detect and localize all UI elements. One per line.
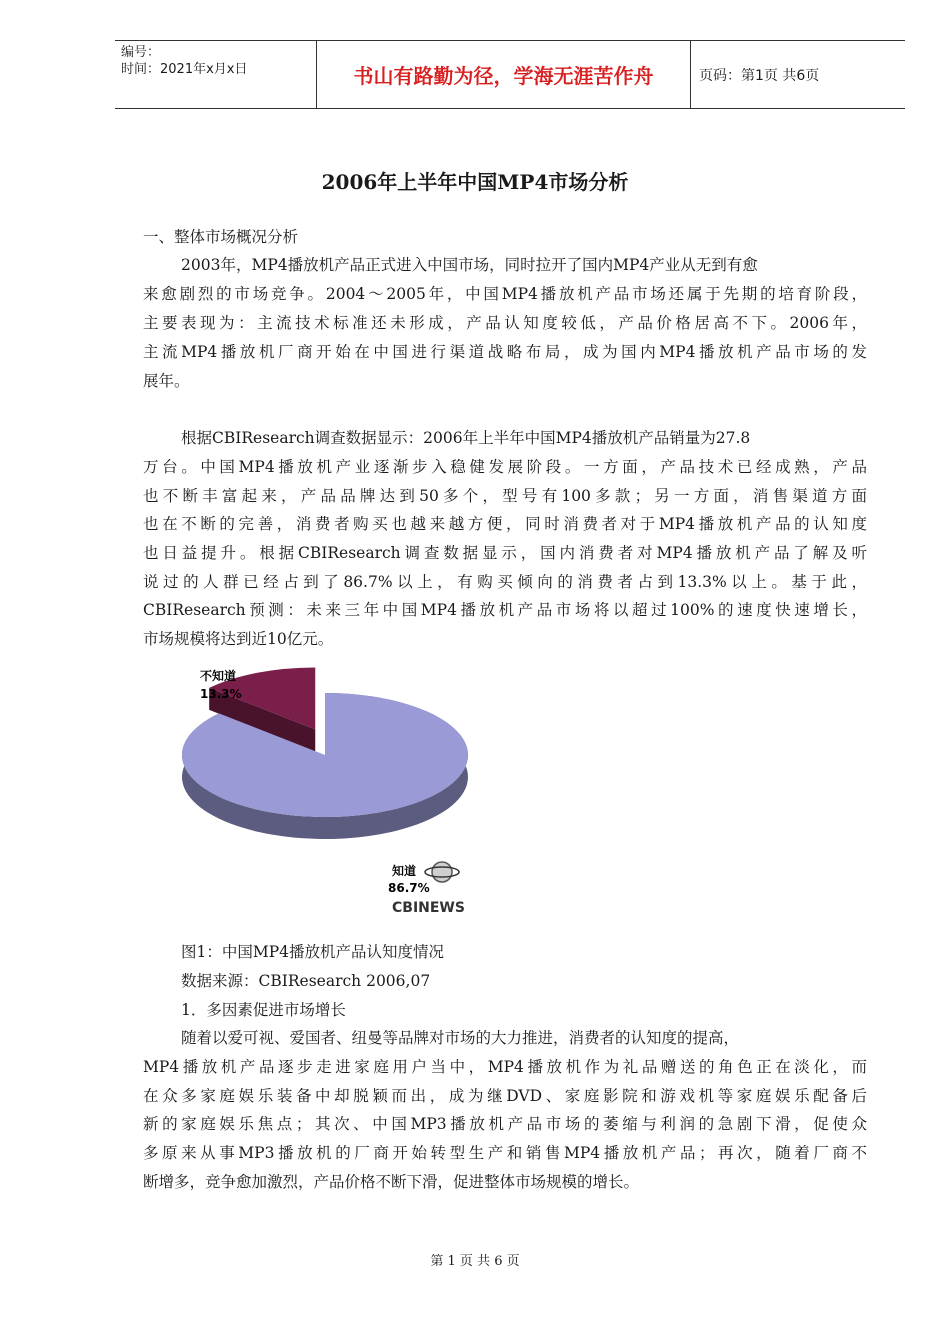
- document-title: 2006年上半年中国MP4市场分析: [321, 170, 629, 194]
- para2-line: CBIResearch预测：未来三年中国MP4播放机产品市场将以超过100%的速度快速增长，: [143, 601, 867, 619]
- number-label: 编号：: [121, 45, 161, 60]
- para2-line: 说过的人群已经占到了86.7%以上，有购买倾向的消费者占到13.3%以上。基于此，: [143, 573, 867, 591]
- subsection-heading: 1．多因素促进市场增长: [181, 1001, 346, 1019]
- slice-value-unknown: 13.3%: [200, 687, 242, 701]
- header-motto: 书山有路勤为径，学海无涯苦作舟: [317, 41, 691, 108]
- time-label: 时间：2021年x月x日: [121, 62, 248, 77]
- figure-caption: 图1：中国MP4播放机产品认知度情况: [181, 943, 445, 961]
- para2-line: 市场规模将达到近10亿元。: [143, 630, 334, 648]
- header-page-info: 页码：第1页 共6页: [699, 67, 820, 84]
- para1-line: 展年。: [143, 372, 190, 390]
- para3-line: MP4播放机产品逐步走进家庭用户当中，MP4播放机作为礼品赠送的角色正在淡化，而: [143, 1058, 867, 1076]
- para3-line: 随着以爱可视、爱国者、纽曼等品牌对市场的大力推进，消费者的认知度的提高，: [181, 1029, 740, 1047]
- para1-line: 主要表现为：主流技术标准还未形成，产品认知度较低，产品价格居高不下。2006年，: [143, 314, 867, 332]
- para1-line: 2003年，MP4播放机产品正式进入中国市场，同时拉开了国内MP4产业从无到有愈: [181, 256, 758, 274]
- para3-line: 在众多家庭娱乐装备中却脱颖而出，成为继DVD、家庭影院和游戏机等家庭娱乐配备后: [143, 1087, 867, 1105]
- data-source: 数据来源：CBIResearch 2006,07: [181, 972, 431, 990]
- para2-line: 也日益提升。根据CBIResearch调查数据显示，国内消费者对MP4播放机产品了解及听: [143, 544, 867, 562]
- para2-line: 也在不断的完善，消费者购买也越来越方便，同时消费者对于MP4播放机产品的认知度: [143, 515, 867, 533]
- slice-value-known: 86.7%: [388, 881, 430, 895]
- slice-label-known: 知道: [392, 864, 417, 878]
- page-footer: 第 1 页 共 6 页: [430, 1254, 520, 1269]
- para1-line: 主流MP4播放机厂商开始在中国进行渠道战略布局，成为国内MP4播放机产品市场的发: [143, 343, 867, 361]
- para2-line: 也不断丰富起来，产品品牌达到50多个，型号有100多款；另一方面，消售渠道方面: [143, 487, 867, 505]
- para3-line: 多原来从事MP3播放机的厂商开始转型生产和销售MP4播放机产品；再次，随着厂商不: [143, 1144, 867, 1162]
- globe-icon: [425, 862, 459, 882]
- slice-label-unknown: 不知道: [200, 669, 237, 683]
- section-heading: 一、整体市场概况分析: [143, 228, 299, 246]
- para1-line: 来愈剧烈的市场竞争。2004～2005年，中国MP4播放机产品市场还属于先期的培育阶段，: [143, 285, 867, 303]
- para2-line: 根据CBIResearch调查数据显示：2006年上半年中国MP4播放机产品销量为27.8: [181, 429, 751, 447]
- para3-line: 新的家庭娱乐焦点；其次、中国MP3播放机产品市场的萎缩与利润的急剧下滑，促使众: [143, 1115, 867, 1133]
- awareness-pie-chart: [180, 660, 500, 920]
- cbinews-logo: CBINEWS: [392, 900, 465, 916]
- document-header: [115, 40, 905, 109]
- para3-line: 断增多，竞争愈加激烈，产品价格不断下滑，促进整体市场规模的增长。: [143, 1173, 640, 1191]
- header-meta: [115, 41, 317, 108]
- para2-line: 万台。中国MP4播放机产业逐渐步入稳健发展阶段。一方面，产品技术已经成熟，产品: [143, 458, 867, 476]
